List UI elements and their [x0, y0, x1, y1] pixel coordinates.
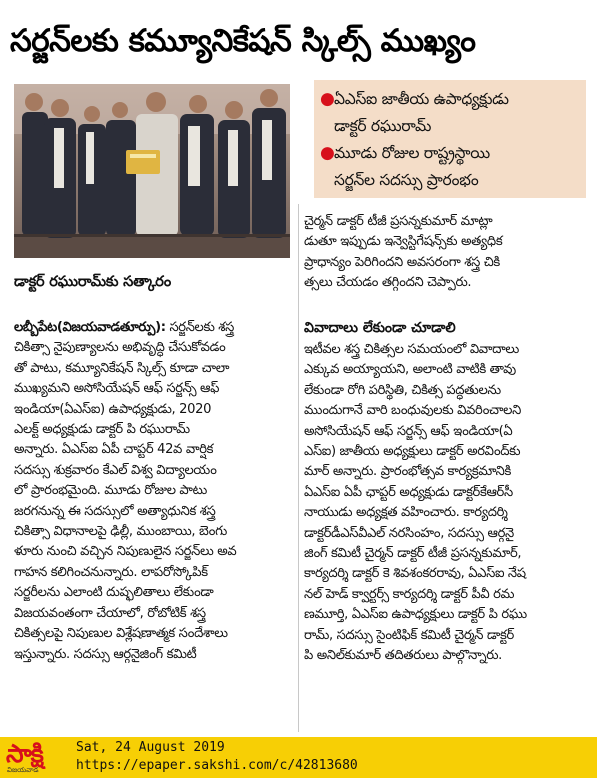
article-line-text: సర్జన్‌లకు శస్త్ర	[169, 320, 235, 335]
article-line: అసోసియేషన్ ఆఫ్ సర్జన్స్ ఆఫ్ ఇండియా(ఏ	[304, 423, 513, 439]
article-line: గాహన కలిగించనున్నారు. లాపరోస్కోపిక్	[14, 564, 208, 580]
headline: సర్జన్‌లకు కమ్యూనికేషన్ స్కిల్స్ ముఖ్యం	[10, 23, 476, 59]
epaper-link[interactable]: https://epaper.sakshi.com/c/42813680	[76, 758, 358, 773]
article-line: డుతూ ఇప్పుడు ఇన్వెస్టిగేషన్స్‌కు అత్యధిక	[304, 234, 503, 250]
article-line: ఏఎస్ఐ ఏపీ ఛాప్టర్ అధ్యక్షుడు డాక్టర్‌కేఆర్‌సీ	[304, 484, 513, 500]
highlight-line: మూడు రోజుల రాష్ట్రస్థాయి	[334, 144, 490, 162]
footer-bar	[0, 737, 597, 778]
sakshi-logo	[4, 739, 56, 776]
article-left-column	[14, 318, 293, 665]
dateline: లబ్బీపేట(విజయవాడతూర్పు):	[14, 320, 166, 335]
article-line: ముందుగానే వారి బంధువులకు వివరించాలని	[304, 403, 521, 419]
article-line: లేకుండా రోగి పరిస్థితి, చికిత్స పద్ధతులను	[304, 382, 501, 398]
article-line: ప్రాధాన్యం పెరిగిందని అవసరంగా శస్త్ర చికి	[304, 254, 500, 270]
article-line: త్సలు చేయడం తగ్గిందని చెప్పారు.	[304, 275, 472, 291]
article-line: రామ్, సదస్సు సైంటిఫిక్ కమిటీ చైర్మన్ డాక్టర్	[304, 627, 514, 643]
article-line: నల్ హెడ్ క్వార్టర్స్ కార్యదర్శి డాక్టర్ పీవీ రమ	[304, 586, 515, 602]
article-line: ముఖ్యమని అసోసియేషన్ ఆఫ్ సర్జన్స్ ఆఫ్	[14, 381, 220, 397]
highlight-item	[320, 86, 580, 140]
article-line: జింగ్ కమిటీ చైర్మన్ డాక్టర్ టీజీ ప్రసన్నకుమార్,	[304, 546, 522, 562]
highlights-box	[314, 80, 586, 198]
article-line: ళూరు నుంచి వచ్చిన నిపుణులైన సర్జన్‌లు అవ	[14, 544, 237, 560]
highlight-item	[320, 140, 580, 194]
logo-text: సాక్షి	[6, 739, 43, 768]
article-line: ఎక్కువ అయ్యాయని, అలాంటి వాటికి తావు	[304, 362, 516, 378]
highlight-line: సర్జన్‌ల సదస్సు ప్రారంభం	[334, 171, 479, 189]
article-line: ఎలక్ట్ అధ్యక్షుడు డాక్టర్ పి రఘురామ్	[14, 422, 190, 438]
article-line: చికిత్సా నైపుణ్యాలను అభివృద్ధి చేసుకోవడం	[14, 340, 226, 356]
article-line: ణమూర్తి, ఏఎస్ఐ ఉపాధ్యక్షులు డాక్టర్ పి రఘు	[304, 607, 527, 623]
article-line: మార్ అన్నారు. ప్రారంభోత్సవ కార్యక్రమానికి	[304, 464, 511, 480]
article-line: పి అనిల్‌కుమార్ తదితరులు పాల్గొన్నారు.	[304, 648, 502, 664]
article-line: ఇస్తున్నారు. సదస్సు ఆర్గనైజింగ్ కమిటీ	[14, 646, 197, 662]
event-photo	[14, 84, 290, 258]
bullet-icon: ●	[320, 143, 335, 163]
article-line: కార్యదర్శి డాక్టర్ కె శివశంకరరావు, ఏఎస్ఐ నేష	[304, 566, 526, 582]
article-line: నాయుడు అధ్యక్షత వహించారు. కార్యదర్శి	[304, 505, 508, 521]
photo-illustration	[14, 84, 290, 258]
publish-date: Sat, 24 August 2019	[76, 740, 225, 755]
article-line: చైర్మన్ డాక్టర్ టీజీ ప్రసన్నకుమార్ మాట్లా	[304, 214, 493, 229]
photo-caption: డాక్టర్ రఘురామ్‌కు సత్కారం	[14, 274, 172, 290]
article-line: ఎస్ఐ) జాతీయ అధ్యక్షులు డాక్టర్ అరవింద్‌కు	[304, 444, 521, 460]
logo-edition: విజయవాడ	[7, 766, 39, 774]
article-line: చికిత్సా విధానాలపై ఢిల్లీ, ముంబాయి, బెంగు	[14, 524, 227, 540]
article-line: అన్నారు. ఏఎస్ఐ ఏపీ చాప్టర్ 42వ వార్షిక	[14, 442, 214, 458]
article-line: సదస్సు శుక్రవారం కేఎల్ విశ్వ విద్యాలయం	[14, 462, 217, 478]
article-line	[14, 318, 293, 338]
subheading: వివాదాలు లేకుండా చూడాలి	[304, 320, 456, 336]
article-line: లో ప్రారంభమైంది. మూడు రోజుల పాటు	[14, 483, 207, 499]
article-line: ఇండియా(ఏఎస్ఐ) ఉపాధ్యక్షుడు, 2020	[14, 401, 212, 417]
article-right-top	[304, 212, 590, 294]
article-line: చికిత్సలపై నిపుణుల విశ్లేషణాత్మక సందేశాలు	[14, 626, 228, 642]
article-line: డాక్టర్‌డీఎస్‌వీఎల్ నరసింహం, సదస్సు ఆర్గనై	[304, 525, 514, 541]
article-line: ఇటీవల శస్త్ర చికిత్సల సమయంలో వివాదాలు	[304, 342, 519, 357]
highlight-line: డాక్టర్ రఘురామ్	[334, 117, 432, 135]
article-line: విజయవంతంగా చేయాలో, రోబోటిక్ శస్త్ర	[14, 605, 206, 621]
column-divider	[298, 204, 299, 732]
article-line: సర్జరీలను ఎలాంటి దుష్ఫలితాలు లేకుండా	[14, 585, 214, 601]
article-right-column	[304, 340, 590, 667]
article-line: జరగనున్న ఈ సదస్సులో అత్యాధునిక శస్త్ర	[14, 503, 216, 519]
bullet-icon: ●	[320, 89, 335, 109]
article-line: తో పాటు, కమ్యూనికేషన్ స్కిల్స్ కూడా చాలా	[14, 360, 230, 376]
highlight-line: ఏఎస్ఐ జాతీయ ఉపాధ్యక్షుడు	[334, 90, 509, 108]
